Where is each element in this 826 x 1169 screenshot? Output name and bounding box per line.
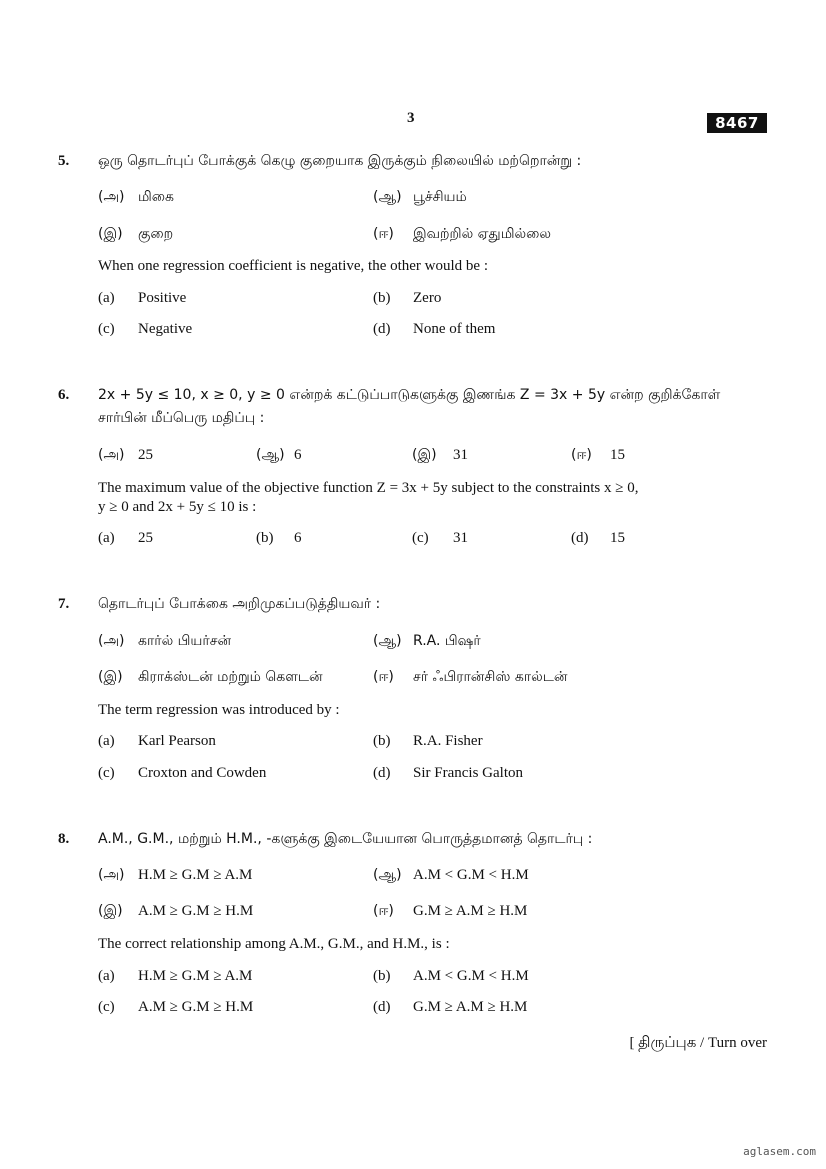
option-text: 31 (453, 447, 468, 463)
option-label: (அ) (98, 633, 125, 649)
option-label: (இ) (98, 226, 123, 242)
option-text: குறை (138, 226, 174, 242)
option-label: (d) (373, 765, 391, 781)
question-text-tamil: தொடர்புப் போக்கை அறிமுகப்படுத்தியவர் : (98, 596, 381, 612)
option-label: (b) (373, 733, 391, 749)
question-number: 7. (58, 596, 70, 612)
option-text: G.M ≥ A.M ≥ H.M (413, 999, 528, 1015)
option-text: Croxton and Cowden (138, 765, 267, 781)
option-text: G.M ≥ A.M ≥ H.M (413, 903, 528, 919)
option-label: (ஈ) (373, 669, 394, 685)
option-text: 25 (138, 447, 153, 463)
question-text-english: When one regression coefficient is negative, the other would be : (98, 258, 489, 274)
option-text: சர் ஃபிரான்சிஸ் கால்டன் (413, 669, 568, 685)
option-label: (c) (98, 765, 115, 781)
option-label: (d) (571, 530, 589, 546)
option-text: A.M ≥ G.M ≥ H.M (138, 999, 254, 1015)
question-text-english: The maximum value of the objective function Z = 3x + 5y subject to the constraints x ≥ 0, (98, 480, 639, 496)
turn-over-note: [ திருப்புக / Turn over (629, 1035, 767, 1051)
question-number: 8. (58, 831, 70, 847)
option-text: R.A. பிஷர் (413, 633, 481, 649)
option-text: கார்ல் பியர்சன் (138, 633, 232, 649)
option-text: 15 (610, 447, 625, 463)
question-text-english-continued: y ≥ 0 and 2x + 5y ≤ 10 is : (98, 499, 257, 515)
question-text-tamil: 2x + 5y ≤ 10, x ≥ 0, y ≥ 0 என்றக் கட்டுப்பாடுகளுக்கு இணங்க Z = 3x + 5y என்ற குறிக்கோள் (98, 387, 721, 403)
option-label: (ஈ) (373, 903, 394, 919)
watermark: aglasem.com (743, 1145, 816, 1158)
option-text: Karl Pearson (138, 733, 216, 749)
option-label: (d) (373, 321, 391, 337)
option-label: (a) (98, 530, 115, 546)
option-label: (a) (98, 968, 115, 984)
option-text: பூச்சியம் (413, 189, 467, 205)
option-text: மிகை (138, 189, 174, 205)
option-label: (c) (412, 530, 429, 546)
option-label: (b) (373, 968, 391, 984)
option-text: Negative (138, 321, 193, 337)
option-label: (அ) (98, 867, 125, 883)
option-text: 6 (294, 447, 302, 463)
page-number: 3 (407, 110, 415, 126)
option-label: (ஆ) (373, 867, 402, 883)
question-number: 5. (58, 153, 70, 169)
option-text: H.M ≥ G.M ≥ A.M (138, 968, 253, 984)
option-text: H.M ≥ G.M ≥ A.M (138, 867, 253, 883)
option-text: A.M < G.M < H.M (413, 867, 529, 883)
option-text: Zero (413, 290, 442, 306)
question-text-tamil: A.M., G.M., மற்றும் H.M., -களுக்கு இடையேயான பொருத்தமானத் தொடர்பு : (98, 831, 593, 847)
option-label: (இ) (98, 669, 123, 685)
option-label: (ஈ) (373, 226, 394, 242)
option-text: Positive (138, 290, 187, 306)
option-label: (b) (256, 530, 274, 546)
question-text-tamil: ஒரு தொடர்புப் போக்குக் கெழு குறையாக இருக்கும் நிலையில் மற்றொன்று : (98, 153, 582, 169)
option-label: (அ) (98, 189, 125, 205)
option-text: 6 (294, 530, 302, 546)
option-text: None of them (413, 321, 496, 337)
question-number: 6. (58, 387, 70, 403)
option-text: R.A. Fisher (413, 733, 483, 749)
option-label: (ஆ) (373, 189, 402, 205)
option-text: A.M < G.M < H.M (413, 968, 529, 984)
option-label: (ஈ) (571, 447, 592, 463)
option-label: (b) (373, 290, 391, 306)
question-text-tamil-continued: சார்பின் மீப்பெரு மதிப்பு : (98, 410, 265, 426)
option-text: A.M ≥ G.M ≥ H.M (138, 903, 254, 919)
option-text: 15 (610, 530, 625, 546)
option-label: (a) (98, 290, 115, 306)
option-label: (அ) (98, 447, 125, 463)
option-label: (c) (98, 321, 115, 337)
option-label: (a) (98, 733, 115, 749)
option-text: இவற்றில் ஏதுமில்லை (413, 226, 551, 242)
question-text-english: The correct relationship among A.M., G.M., and H.M., is : (98, 936, 450, 952)
option-label: (இ) (98, 903, 123, 919)
option-text: Sir Francis Galton (413, 765, 523, 781)
option-label: (d) (373, 999, 391, 1015)
option-label: (ஆ) (256, 447, 285, 463)
option-text: 31 (453, 530, 468, 546)
option-text: கிராக்ஸ்டன் மற்றும் கௌடன் (138, 669, 323, 685)
option-label: (c) (98, 999, 115, 1015)
option-label: (இ) (412, 447, 437, 463)
paper-code-badge: 8467 (707, 113, 767, 133)
question-text-english: The term regression was introduced by : (98, 702, 340, 718)
option-label: (ஆ) (373, 633, 402, 649)
option-text: 25 (138, 530, 153, 546)
